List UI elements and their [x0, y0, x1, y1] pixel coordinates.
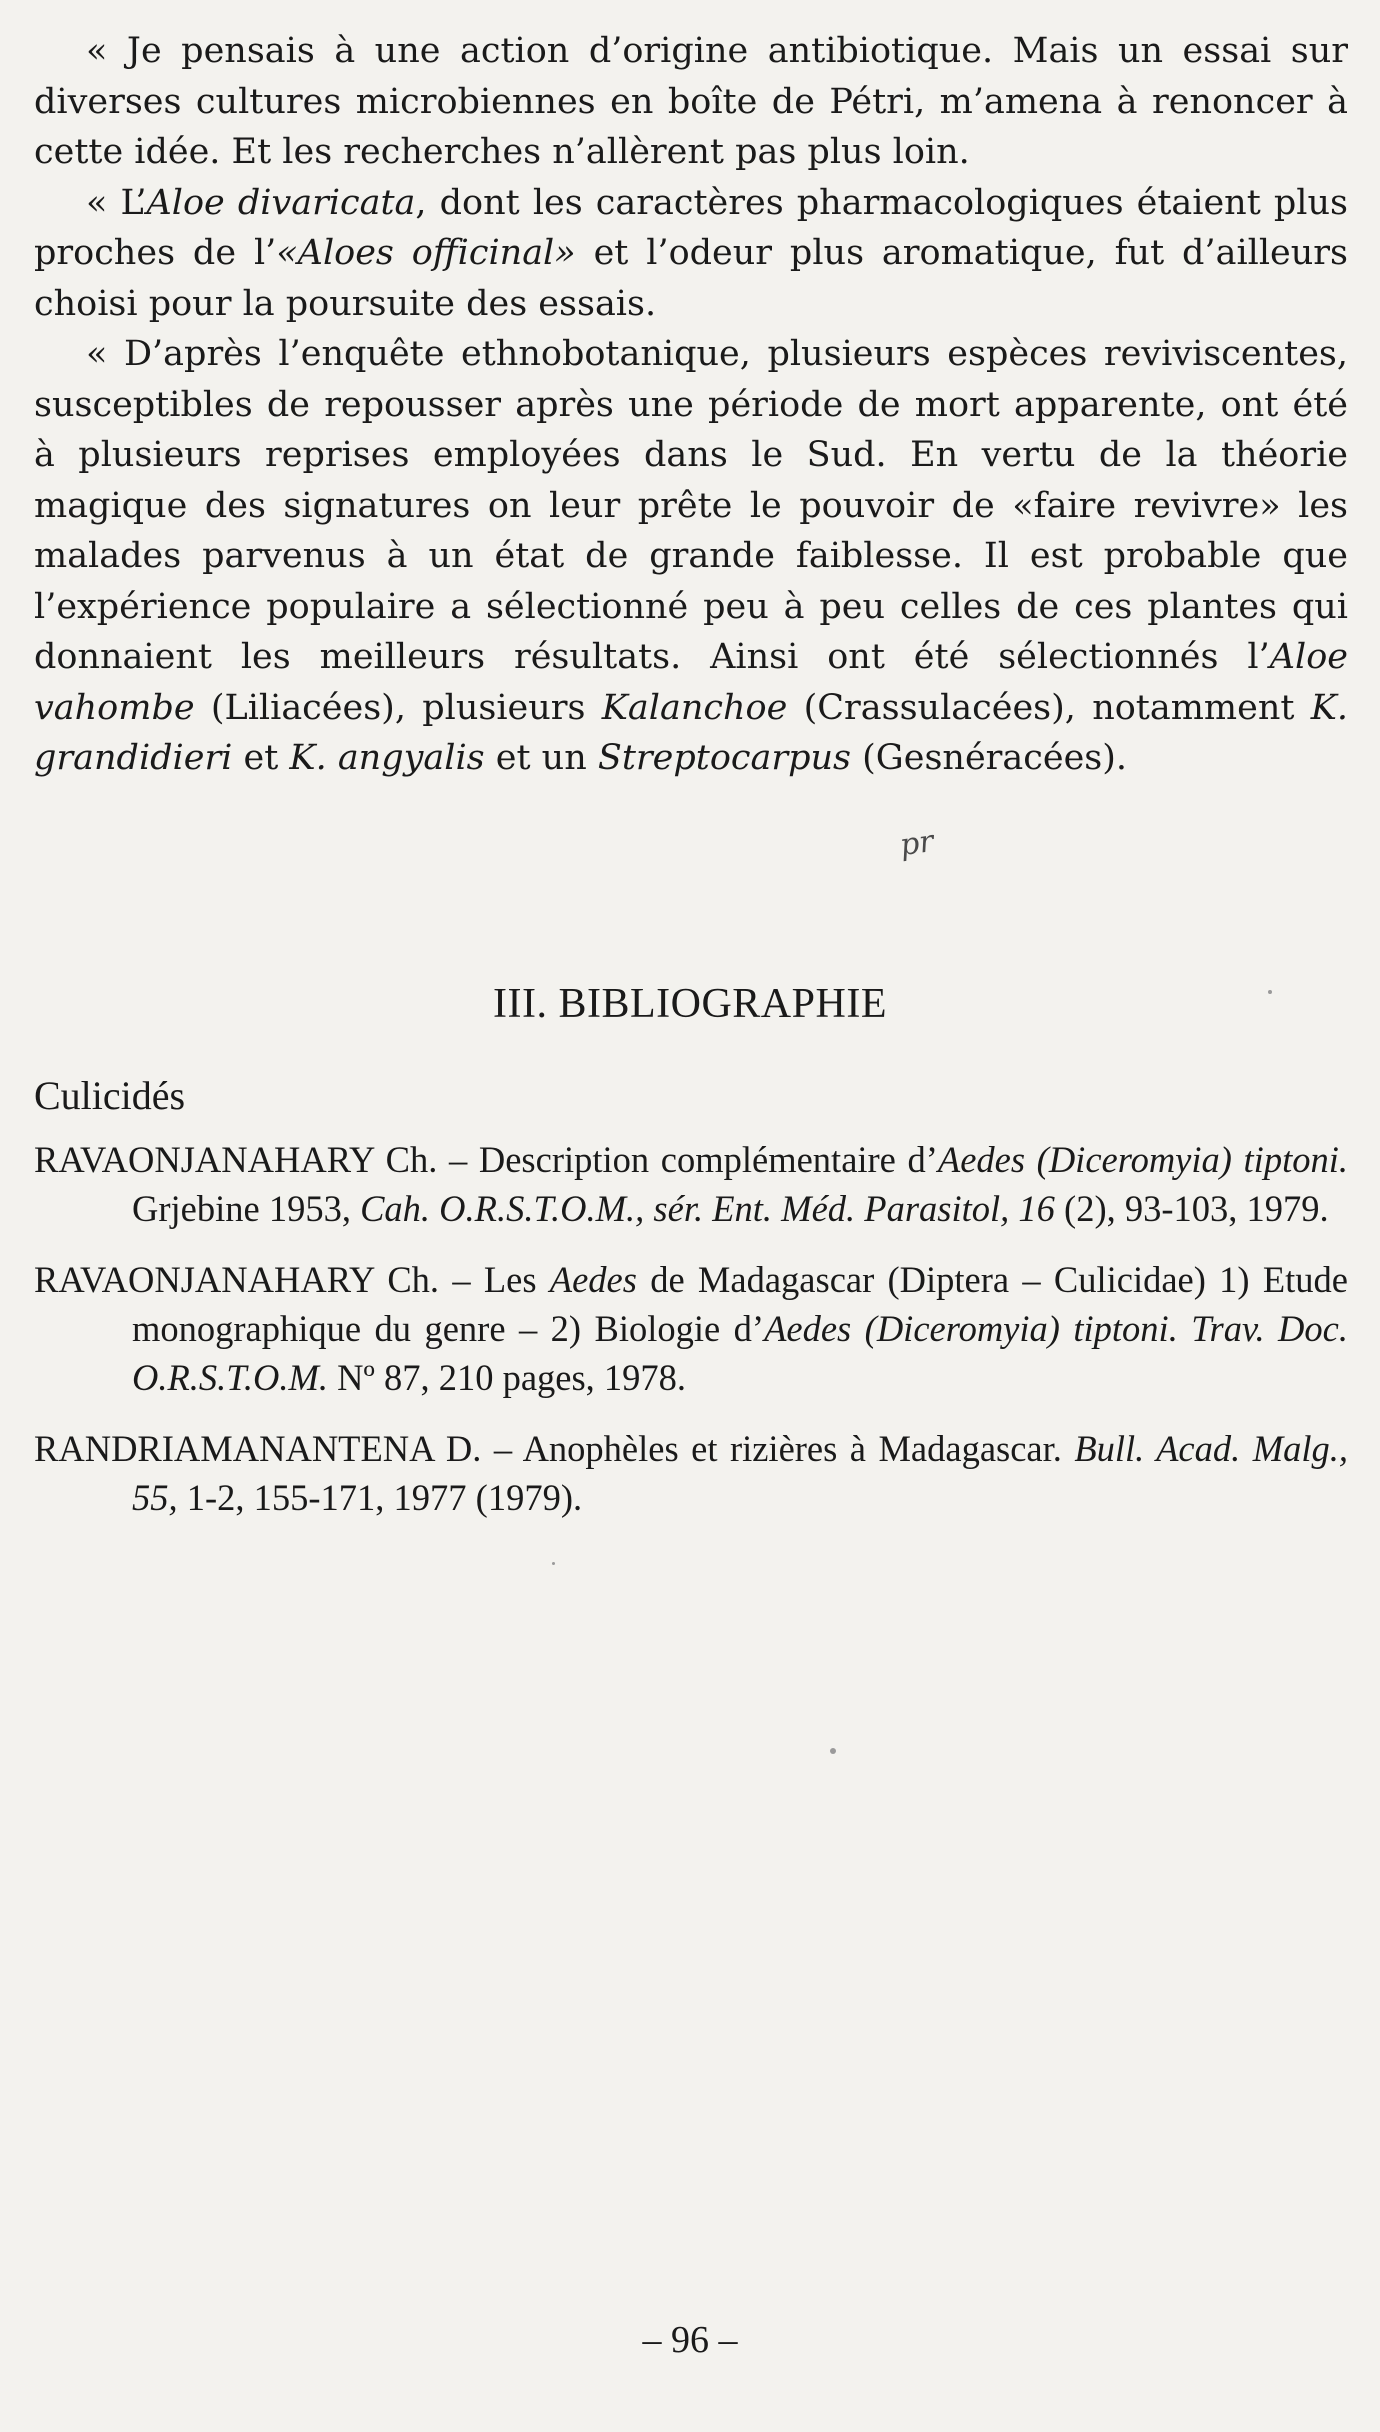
body-text — [34, 26, 1348, 784]
reference-item: RAVAONJANAHARY Ch. – Description complémentaire d’Aedes (Diceromyia) tiptoni. Grjebine 1953, Cah. O.R.S.T.O.M., sér. Ent. Méd. Parasitol, 16 (2), 93-103, 1979. — [34, 1139, 1348, 1229]
paper-speck — [1268, 990, 1272, 994]
reference-item: RAVAONJANAHARY Ch. – Les Aedes de Madagascar (Diptera – Culicidae) 1) Etude monographique du genre – 2) Biologie d’Aedes (Diceromyia) tiptoni. Trav. Doc. O.R.S.T.O.M. Nº 87, 210 pages, 1978. — [34, 1259, 1348, 1398]
paper-speck — [830, 1748, 836, 1754]
paragraph-ethnobotany: « D’après l’enquête ethnobotanique, plusieurs espèces reviviscentes, susceptibles de repousser après une période de mort apparente, ont été à plusieurs reprises employées dans le Sud. En vertu de la théorie magique des signatures on leur prête le pouvoir de «faire revivre» les malades parvenus à un état de grande faiblesse. Il est probable que l’expérience populaire a sélectionné peu à peu celles de ces plantes qui donnaient les meilleurs résultats. Ainsi ont été sélectionnés l’Aloe vahombe (Liliacées), plusieurs Kalanchoe (Crassulacées), notamment K. grandidieri et K. angyalis et un Streptocarpus (Gesnéracées). — [34, 334, 1348, 778]
section-heading: III. BIBLIOGRAPHIE — [493, 981, 887, 1027]
page-number: – 96 – — [642, 2319, 738, 2361]
paper-speck — [552, 1562, 555, 1565]
subheading: Culicidés — [34, 1073, 186, 1118]
reference-item: RANDRIAMANANTENA D. – Anophèles et rizières à Madagascar. Bull. Acad. Malg., 55, 1-2, 155-171, 1977 (1979). — [34, 1428, 1348, 1518]
paragraph-antibiotic: « Je pensais à une action d’origine antibiotique. Mais un essai sur diverses cultures microbiennes en boîte de Pétri, m’amena à renoncer à cette idée. Et les recherches n’allèrent pas plus loin. — [34, 31, 1348, 172]
paragraph-aloe-divaricata: « L’Aloe divaricata, dont les caractères pharmacologiques étaient plus proches de l’«Aloes officinal» et l’odeur plus aromatique, fut d’ailleurs choisi pour la poursuite des essais. — [34, 182, 1348, 324]
handwritten-annotation: pr — [897, 823, 936, 864]
bibliography-list — [34, 1135, 1348, 1544]
